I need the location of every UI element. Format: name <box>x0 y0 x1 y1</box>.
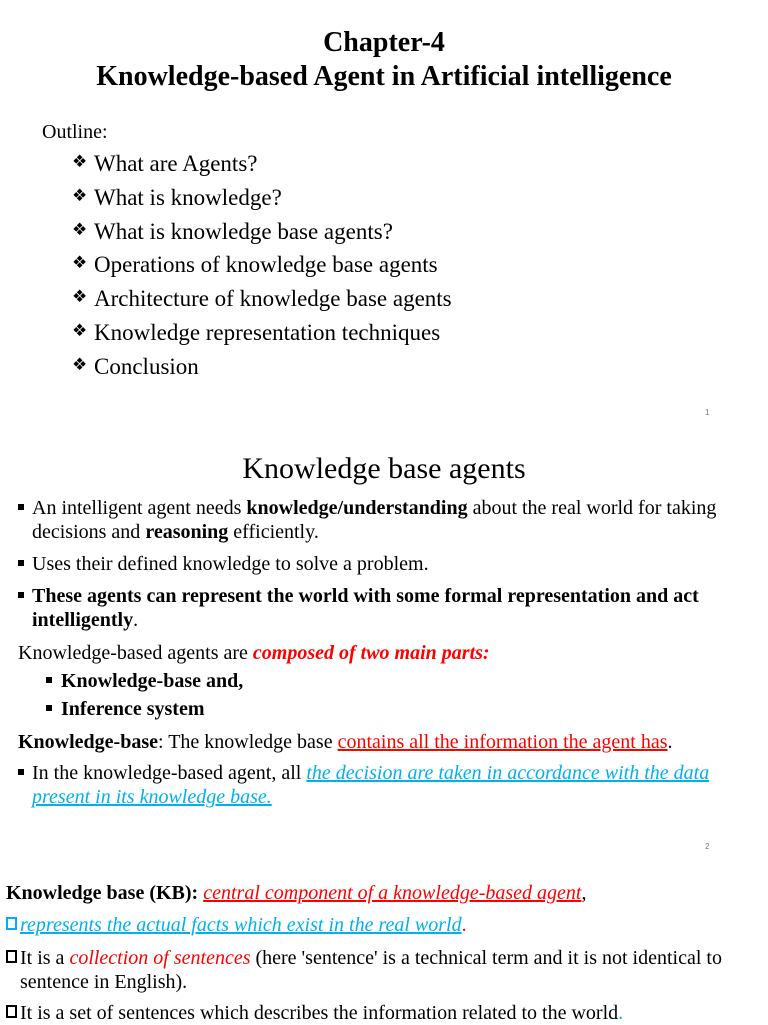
list-item: ❖ What is knowledge base agents? <box>72 214 452 248</box>
checkbox-bullet-icon <box>6 950 17 963</box>
page-number: 2 <box>705 842 710 851</box>
slide-1 <box>0 0 768 430</box>
bullet-intelligent-agent: An intelligent agent needs knowledge/understanding about the real world for taking decisions and reasoning efficiently. <box>18 496 767 544</box>
part-knowledge-base: Knowledge-base and, <box>46 669 243 693</box>
chapter-subtitle: Knowledge-based Agent in Artificial intelligence <box>96 61 672 92</box>
diamond-bullet-icon: ❖ <box>72 185 88 205</box>
knowledge-base-definition: Knowledge-base: The knowledge base contains all the information the agent has. <box>18 731 673 753</box>
page-number: 1 <box>705 408 710 417</box>
bullet-formal-representation: These agents can represent the world with some formal representation and act intelligently. <box>18 584 767 632</box>
kb-item-world-info: It is a set of sentences which describes the information related to the world. <box>6 1001 768 1025</box>
slide-3 <box>0 864 768 1024</box>
kb-item-facts: represents the actual facts which exist in the real world. <box>6 913 768 937</box>
kb-heading-line: Knowledge base (KB): central component of a knowledge-based agent, <box>6 882 587 904</box>
diamond-bullet-icon: ❖ <box>72 253 88 273</box>
diamond-bullet-icon: ❖ <box>72 152 88 171</box>
diamond-bullet-icon: ❖ <box>72 354 88 374</box>
diamond-bullet-icon: ❖ <box>72 320 88 340</box>
list-item: ❖ Conclusion <box>72 349 452 383</box>
slide-title <box>0 26 768 94</box>
checkbox-bullet-icon <box>6 1005 17 1018</box>
diamond-bullet-icon: ❖ <box>72 287 88 307</box>
slide-2 <box>0 430 768 864</box>
list-item: ❖ Knowledge representation techniques <box>72 315 452 349</box>
chapter-title: Chapter-4 <box>323 27 445 58</box>
composed-line: Knowledge-based agents are composed of two main parts: <box>18 642 490 664</box>
list-item: ❖ What are Agents? <box>72 146 452 180</box>
list-item: ❖ Operations of knowledge base agents <box>72 247 452 281</box>
list-item: ❖ Architecture of knowledge base agents <box>72 281 452 315</box>
bullet-defined-knowledge: Uses their defined knowledge to solve a problem. <box>18 552 767 576</box>
part-inference-system: Inference system <box>46 697 204 721</box>
outline-label: Outline: <box>42 121 108 143</box>
bullet-decision-kb: In the knowledge-based agent, all the decision are taken in accordance with the data present in its knowledge base. <box>18 761 767 809</box>
slide-title: Knowledge base agents <box>242 452 526 485</box>
kb-item-sentences: It is a collection of sentences (here 'sentence' is a technical term and it is not identical to sentence in English). <box>6 946 768 994</box>
diamond-bullet-icon: ❖ <box>72 219 88 239</box>
checkbox-bullet-icon <box>6 917 17 930</box>
list-item: ❖ What is knowledge? <box>72 180 452 214</box>
outline-list <box>72 146 452 383</box>
